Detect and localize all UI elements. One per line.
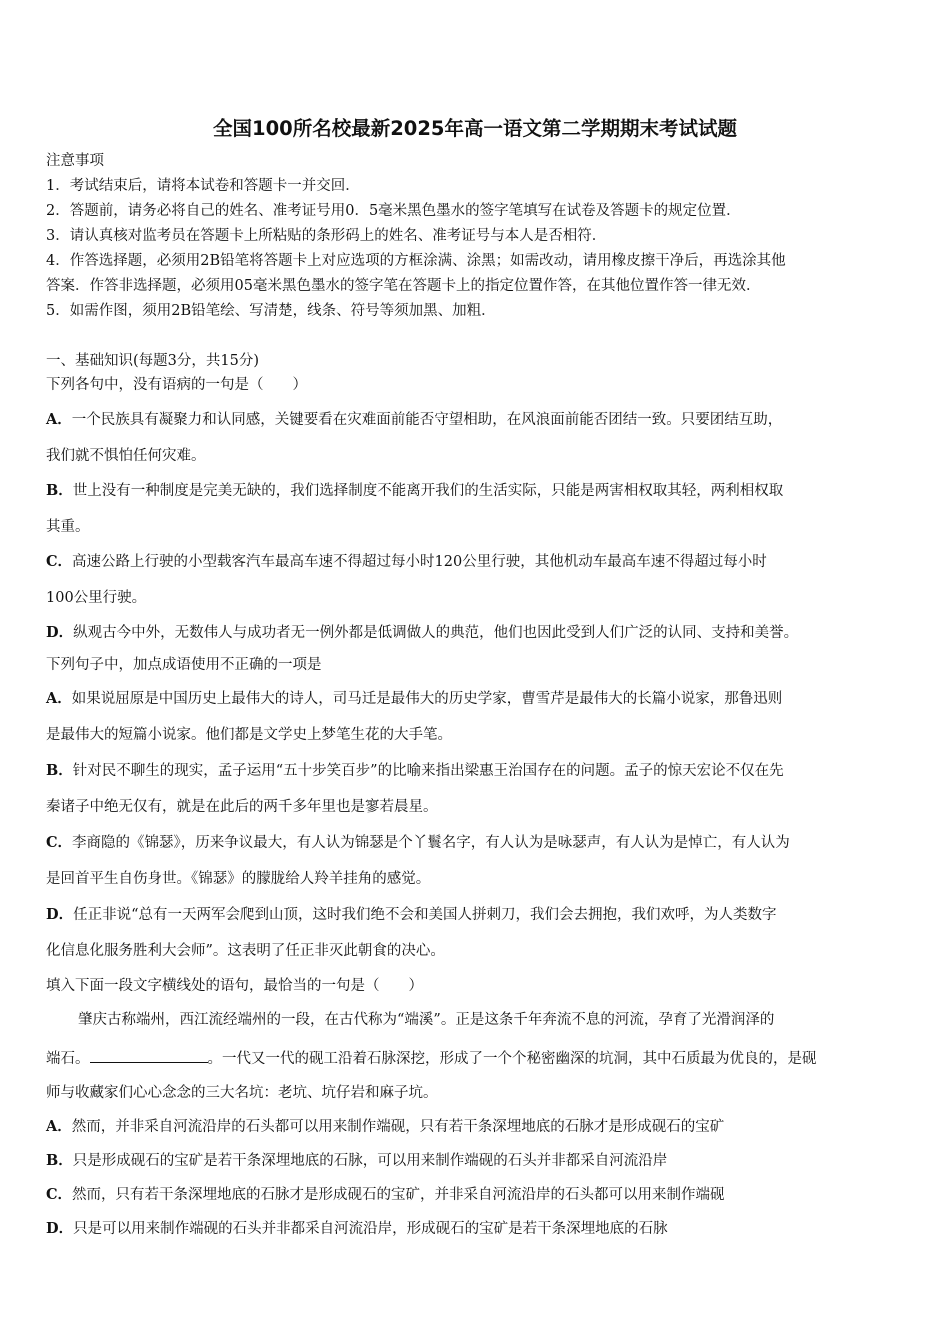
option-text: 只是形成砚石的宝矿是若干条深埋地底的石脉，可以用来制作端砚的石头并非都采自河流沿岸 — [72, 1153, 668, 1169]
option-label: A． — [46, 1118, 72, 1135]
option-label: D． — [46, 624, 74, 641]
q3-stem: 填入下面一段文字横线处的语句，最恰当的一句是（ ） — [46, 978, 423, 994]
option-text: 然而，只有若干条深埋地底的石脉才是形成砚石的宝矿，并非采自河流沿岸的石头都可以用来制作端砚 — [72, 1187, 725, 1203]
option-label: D． — [46, 1220, 74, 1237]
q2-option-c — [46, 833, 790, 853]
q1-option-b — [46, 481, 783, 501]
q1-option-c — [46, 552, 767, 572]
option-text: 如果说屈原是中国历史上最伟大的诗人，司马迁是最伟大的历史学家，曹雪芹是最伟大的长篇小说家，那鲁迅则 — [71, 691, 783, 707]
option-label: B． — [46, 482, 73, 499]
q1-option-c-cont: 100公里行驶。 — [46, 590, 147, 606]
notice-item-3: 3．请认真核对监考员在答题卡上所粘贴的条形码上的姓名、准考证号与本人是否相符． — [46, 228, 607, 244]
q3-passage-line-2 — [46, 1048, 817, 1069]
q2-option-b — [46, 761, 784, 781]
option-label: C． — [46, 1186, 73, 1203]
q3-option-d — [46, 1219, 668, 1239]
option-label: A． — [46, 411, 72, 428]
page-title: 全国100所名校最新2025年高一语文第二学期期末考试试题 — [213, 117, 737, 140]
option-label: B． — [46, 762, 73, 779]
option-text: 只是可以用来制作端砚的石头并非都采自河流沿岸，形成砚石的宝矿是若干条深埋地底的石脉 — [73, 1221, 668, 1237]
passage-text: 。一代又一代的砚工沿着石脉深挖，形成了一个个秘密幽深的坑洞，其中石质最为优良的，是砚 — [207, 1051, 817, 1067]
q3-option-c — [46, 1185, 725, 1205]
section-heading: 一、基础知识(每题3分，共15分) — [46, 353, 259, 369]
option-label: D． — [46, 906, 74, 923]
fill-blank — [90, 1048, 208, 1063]
q2-option-d — [46, 905, 777, 925]
q1-option-a-cont: 我们就不惧怕任何灾难。 — [46, 448, 206, 464]
option-text: 李商隐的《锦瑟》，历来争议最大，有人认为锦瑟是个丫鬟名字，有人认为是咏瑟声，有人认为是悼亡，有人认为 — [72, 835, 790, 851]
option-text: 纵观古今中外，无数伟人与成功者无一例外都是低调做人的典范，他们也因此受到人们广泛的认同、支持和美誉。 — [73, 625, 799, 641]
q3-passage-line-1: 肇庆古称端州，西江流经端州的一段，在古代称为“端溪”。正是这条千年奔流不息的河流，孕育了光滑润泽的 — [78, 1012, 775, 1028]
q3-option-b — [46, 1151, 667, 1171]
q1-stem: 下列各句中，没有语病的一句是（ ） — [46, 377, 307, 393]
notice-heading: 注意事项 — [46, 153, 104, 169]
option-label: C． — [46, 553, 73, 570]
option-label: C． — [46, 834, 73, 851]
notice-item-4-cont: 答案．作答非选择题，必须用05毫米黑色墨水的签字笔在答题卡上的指定位置作答，在其他位置作答一律无效． — [46, 278, 761, 294]
q2-stem: 下列句子中，加点成语使用不正确的一项是 — [46, 657, 322, 673]
q3-passage-line-3: 师与收藏家们心心念念的三大名坑：老坑、坑仔岩和麻子坑。 — [46, 1085, 438, 1101]
q2-option-c-cont: 是回首平生自伤身世。《锦瑟》的朦胧给人羚羊挂角的感觉。 — [46, 871, 431, 887]
q2-option-a-cont: 是最伟大的短篇小说家。他们都是文学史上梦笔生花的大手笔。 — [46, 727, 452, 743]
q3-option-a — [46, 1117, 724, 1137]
q2-option-b-cont: 秦诸子中绝无仅有，就是在此后的两千多年里也是寥若晨星。 — [46, 799, 438, 815]
option-text: 任正非说“总有一天两军会爬到山顶，这时我们绝不会和美国人拼刺刀，我们会去拥抱，我们欢呼，为人类数字 — [73, 907, 777, 923]
notice-item-5: 5．如需作图，须用2B铅笔绘、写清楚，线条、符号等须加黑、加粗． — [46, 303, 496, 319]
option-text: 世上没有一种制度是完美无缺的，我们选择制度不能离开我们的生活实际，只能是两害相权取其轻，两利相权取 — [72, 483, 784, 499]
notice-item-1: 1．考试结束后，请将本试卷和答题卡一并交回． — [46, 178, 360, 194]
option-label: B． — [46, 1152, 73, 1169]
q1-option-b-cont: 其重。 — [46, 519, 90, 535]
option-text: 一个民族具有凝聚力和认同感，关键要看在灾难面前能否守望相助，在风浪面前能否团结一致。只要团结互助， — [71, 412, 783, 428]
option-text: 高速公路上行驶的小型载客汽车最高车速不得超过每小时120公里行驶，其他机动车最高车速不得超过每小时 — [72, 554, 767, 570]
option-label: A． — [46, 690, 72, 707]
option-text: 针对民不聊生的现实，孟子运用“五十步笑百步”的比喻来指出梁惠王治国存在的问题。孟子的惊天宏论不仅在先 — [72, 763, 784, 779]
q1-option-d — [46, 623, 798, 643]
option-text: 然而，并非采自河流沿岸的石头都可以用来制作端砚，只有若干条深埋地底的石脉才是形成砚石的宝矿 — [71, 1119, 725, 1135]
notice-item-4: 4．作答选择题，必须用2B铅笔将答题卡上对应选项的方框涂满、涂黑；如需改动，请用橡皮擦干净后，再选涂其他 — [46, 253, 786, 269]
q2-option-a — [46, 689, 782, 709]
notice-item-2: 2．答题前，请务必将自己的姓名、准考证号用0．5毫米黑色墨水的签字笔填写在试卷及答题卡的规定位置． — [46, 203, 741, 219]
passage-text: 端石。 — [46, 1051, 90, 1067]
q1-option-a — [46, 410, 782, 430]
q2-option-d-cont: 化信息化服务胜利大会师”。这表明了任正非灭此朝食的决心。 — [46, 943, 445, 959]
